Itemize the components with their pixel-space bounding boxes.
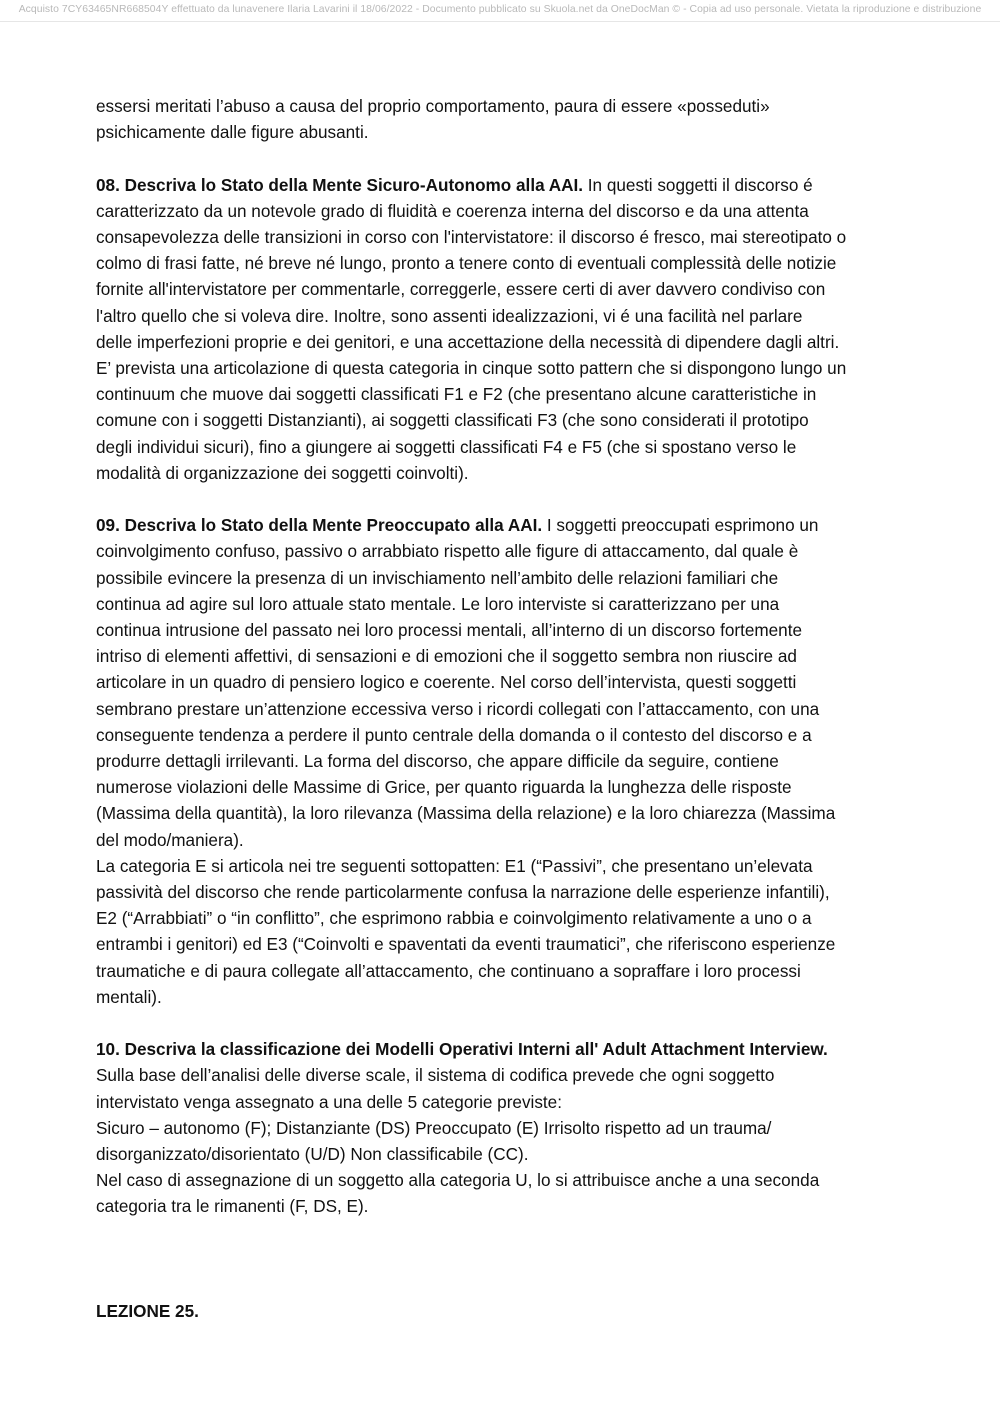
paragraph-gap xyxy=(96,1010,926,1036)
q09-line: continua ad agire sul loro attuale stato mentale. Le loro interviste si caratterizzano per una xyxy=(96,593,780,614)
document-body xyxy=(96,93,926,1324)
q09-line: entrambi i genitori) ed E3 (“Coinvolti e spaventati da eventi traumatici”, che riferiscono esperienze xyxy=(96,934,836,955)
q08-first-line xyxy=(96,172,926,198)
q08-line: delle imperfezioni proprie e dei genitori, e una accettazione della necessità di dipendere dagli altri. xyxy=(96,331,840,352)
q08-line: colmo di frasi fatte, né breve né lungo, pronto a tenere conto di eventuali complessità delle notizie xyxy=(96,253,837,274)
q09-line: continua intrusione del passato nei loro processi mentali, all’interno di un discorso fortemente xyxy=(96,620,803,641)
q09-line: (Massima della quantità), la loro rilevanza (Massima della relazione) e la loro chiarezza (Massima xyxy=(96,803,836,824)
q08-line: caratterizzato da un notevole grado di fluidità e coerenza interna del discorso e da una attenta xyxy=(96,200,809,221)
q10-line: Sicuro – autonomo (F); Distanziante (DS) Preoccupato (E) Irrisolto rispetto ad un trauma/ xyxy=(96,1117,772,1138)
q10-line: Nel caso di assegnazione di un soggetto alla categoria U, lo si attribuisce anche a una seconda xyxy=(96,1170,820,1191)
q09-line: passività del discorso che rende particolarmente confusa la narrazione delle esperienze infantili), xyxy=(96,882,830,903)
q09-line: articolare in un quadro di pensiero logico e coerente. Nel corso dell’intervista, questi soggetti xyxy=(96,672,797,693)
q09-heading: 09. Descriva lo Stato della Mente Preoccupato alla AAI. xyxy=(96,515,543,536)
q09-line: produrre dettagli irrilevanti. La forma del discorso, che appare difficile da seguire, contiene xyxy=(96,751,779,772)
q09-line: sembrano prestare un’attenzione eccessiva verso i ricordi collegati con l’attaccamento, con una xyxy=(96,698,820,719)
lesson-heading-line xyxy=(96,1298,926,1324)
q09-line: mentali). xyxy=(96,986,162,1007)
q09-line: conseguente tendenza a perdere il punto centrale della domanda o il contesto del discorso e a xyxy=(96,724,812,745)
watermark-banner: Acquisto 7CY63465NR668504Y effettuato da lunavenere Ilaria Lavarini il 18/06/2022 - Documento pubblicato su Skuola.net da OneDocMan © - Copia ad uso personale. Vietata la riproduzione e distribuzione xyxy=(18,4,982,15)
intro-line-1: essersi meritati l’abuso a causa del proprio comportamento, paura di essere «posseduti» xyxy=(96,96,770,116)
q08-line: comune con i soggetti Distanzianti), ai soggetti classificati F3 (che sono considerati il prototipo xyxy=(96,410,809,431)
watermark-divider xyxy=(0,21,1000,22)
q08-line: fornite all'intervistatore per commentarle, correggerle, essere certi di aver davvero condiviso con xyxy=(96,279,826,300)
q09-line: La categoria E si articola nei tre seguenti sottopatten: E1 (“Passivi”, che presentano un’elevata xyxy=(96,855,813,876)
q09-line: intriso di elementi affettivi, di sensazioni e di emozioni che il soggetto sembra non riuscire ad xyxy=(96,646,797,667)
q10-heading: 10. Descriva la classificazione dei Modelli Operativi Interni all' Adult Attachment Interview. xyxy=(96,1039,828,1060)
q10-line: intervistato venga assegnato a una delle 5 categorie previste: xyxy=(96,1091,562,1112)
q10-line: disorganizzato/disorientato (U/D) Non classificabile (CC). xyxy=(96,1144,529,1165)
paragraph-gap xyxy=(96,145,926,171)
section-gap xyxy=(96,1220,926,1272)
q09-line: E2 (“Arrabbiati” o “in conflitto”, che esprimono rabbia e coinvolgimento relativamente a uno o a xyxy=(96,908,812,929)
q08-line: E’ prevista una articolazione di questa categoria in cinque sotto pattern che si dispongono lungo un xyxy=(96,358,847,379)
q09-line: traumatiche e di paura collegate all’attaccamento, che continuano a sopraffare i loro processi xyxy=(96,960,801,981)
q08-first-line-text: In questi soggetti il discorso é xyxy=(583,174,813,195)
intro-line-2: psichicamente dalle figure abusanti. xyxy=(96,122,369,143)
q09-first-line-text: I soggetti preoccupati esprimono un xyxy=(542,515,819,536)
q09-line: coinvolgimento confuso, passivo o arrabbiato rispetto alle figure di attaccamento, dal quale è xyxy=(96,541,799,562)
q08-line: modalità di organizzazione dei soggetti coinvolti). xyxy=(96,462,469,483)
q09-first-line xyxy=(96,512,926,538)
q10-line: Sulla base dell’analisi delle diverse scale, il sistema di codifica prevede che ogni soggetto xyxy=(96,1065,775,1086)
q09-line: possibile evincere la presenza di un invischiamento nell’ambito delle relazioni familiari che xyxy=(96,567,779,588)
q08-line: degli individui sicuri), fino a giungere ai soggetti classificati F4 e F5 (che si spostano verso le xyxy=(96,436,797,457)
q10-heading-line xyxy=(96,1036,926,1062)
lesson-heading: LEZIONE 25. xyxy=(96,1300,199,1321)
q08-heading: 08. Descriva lo Stato della Mente Sicuro-Autonomo alla AAI. xyxy=(96,174,584,195)
q08-line: l'altro quello che si voleva dire. Inoltre, sono assenti idealizzazioni, vi é una facilità nel parlare xyxy=(96,305,803,326)
q10-line: categoria tra le rimanenti (F, DS, E). xyxy=(96,1196,369,1217)
paragraph-gap xyxy=(96,1272,926,1298)
paragraph-gap xyxy=(96,486,926,512)
q09-line: del modo/maniera). xyxy=(96,829,244,850)
q09-line: numerose violazioni delle Massime di Grice, per quanto riguarda la lunghezza delle risposte xyxy=(96,777,792,798)
q08-line: continuum che muove dai soggetti classificati F1 e F2 (che presentano alcune caratteristiche in xyxy=(96,384,817,405)
q08-line: consapevolezza delle transizioni in corso con l'intervistatore: il discorso é fresco, mai stereotipato o xyxy=(96,227,847,247)
